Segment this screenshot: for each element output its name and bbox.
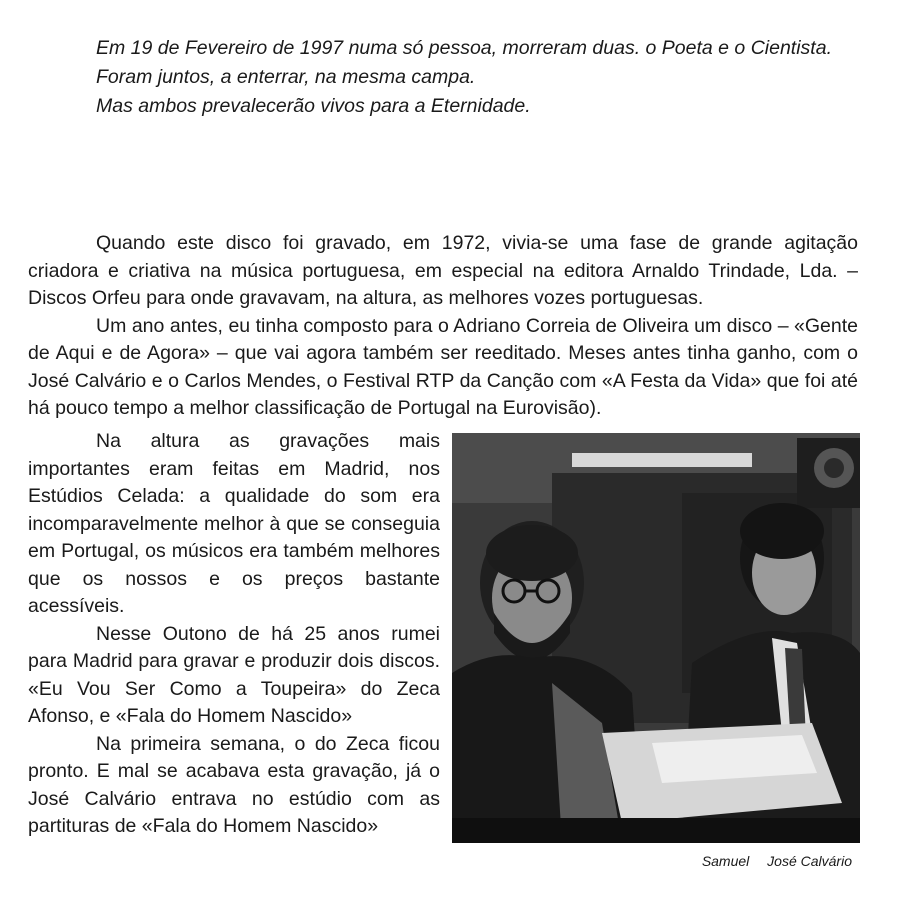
epigraph-line-2: Foram juntos, a enterrar, na mesma campa. bbox=[96, 66, 476, 88]
paragraph-3: Na altura as gravações mais importantes eram feitas em Madrid, nos Estúdios Celada: a qualidade do som era incomparavelmente melhor à que se conseguia em Portugal, os músicos era também melhores que os nossos e os preços bastante acessíveis. bbox=[28, 430, 440, 617]
paragraph-4: Nesse Outono de há 25 anos rumei para Madrid para gravar e produzir dois discos. «Eu Vou Ser Como a Toupeira» do Zeca Afonso, e «Fala do Homem Nascido» bbox=[28, 622, 440, 727]
text-column bbox=[28, 428, 440, 841]
epigraph-line-1: Em 19 de Fevereiro de 1997 numa só pessoa, morreram duas. o Poeta e o Cientista. bbox=[96, 37, 832, 59]
body-text bbox=[28, 230, 858, 423]
paragraph-1: Quando este disco foi gravado, em 1972, vivia-se uma fase de grande agitação criadora e criativa na música portuguesa, em especial na editora Arnaldo Trindade, Lda. – Discos Orfeu para onde gravavam, na altura, as melhores vozes portuguesas. bbox=[28, 232, 858, 309]
photo-illustration bbox=[452, 433, 860, 843]
caption-name-1: Samuel bbox=[701, 853, 750, 869]
caption-name-2: José Calvário bbox=[767, 853, 852, 869]
epigraph-line-3: Mas ambos prevalecerão vivos para a Eternidade. bbox=[96, 95, 531, 117]
photo-caption bbox=[452, 852, 852, 870]
paragraph-5: Na primeira semana, o do Zeca ficou pronto. E mal se acabava esta gravação, já o José Calvário entrava no estúdio com as partituras de «Fala do Homem Nascido» bbox=[28, 732, 440, 837]
epigraph bbox=[28, 34, 868, 121]
studio-photo bbox=[452, 433, 860, 843]
paragraph-2: Um ano antes, eu tinha composto para o Adriano Correia de Oliveira um disco – «Gente de Aqui e de Agora» – que vai agora também ser reeditado. Meses antes tinha ganho, com o José Calvário e o Carlos Mendes, o Festival RTP da Canção com «A Festa da Vida» que foi até há pouco tempo a melhor classificação de Portugal na Eurovisão). bbox=[28, 314, 858, 419]
